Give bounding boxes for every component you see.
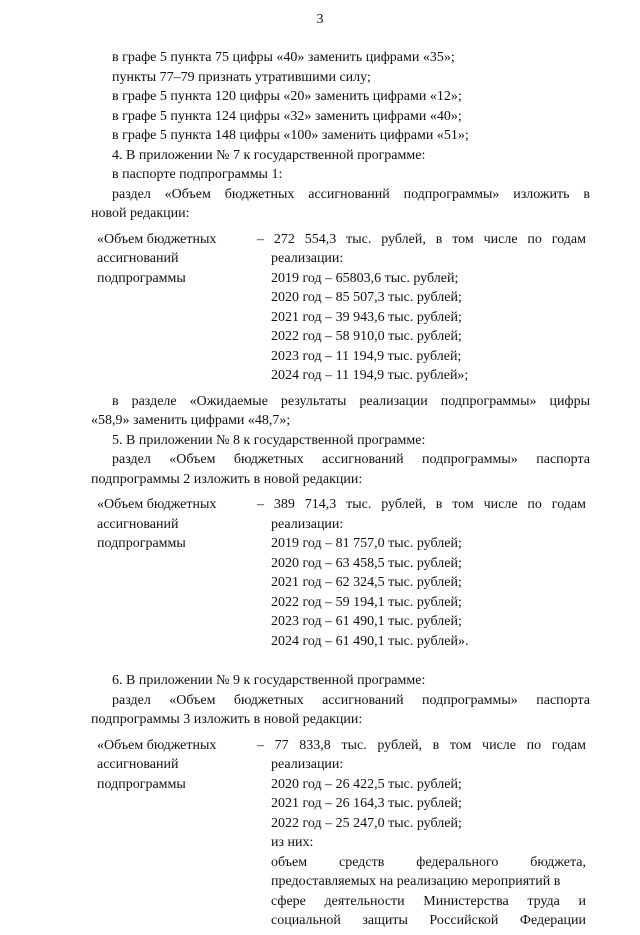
section-6-title: 6. В приложении № 9 к государственной программе:	[112, 673, 426, 688]
label-line: подпрограммы	[97, 536, 186, 551]
label-line: «Объем бюджетных	[97, 497, 217, 512]
value-line: объем средств федерального бюджета,	[271, 854, 586, 870]
section-5-line-2: подпрограммы 2 изложить в новой редакции:	[91, 471, 363, 487]
section-5-title: 5. В приложении № 8 к государственной программе:	[112, 432, 426, 448]
section-4-title: 4. В приложении № 7 к государственной программе:	[112, 147, 426, 163]
value-line: 2020 год – 26 422,5 тыс. рублей;	[271, 776, 462, 792]
passport-2-table	[91, 495, 590, 651]
expected-line-1: в разделе «Ожидаемые результаты реализации подпрограммы» цифры	[112, 393, 590, 409]
value-line: из них:	[271, 835, 314, 850]
section-5-line-1: раздел «Объем бюджетных ассигнований подпрограммы» паспорта	[112, 452, 590, 467]
value-line: 2020 год – 85 507,3 тыс. рублей;	[271, 290, 462, 305]
label-line: подпрограммы	[97, 776, 186, 792]
para4-line-2: новой редакции:	[91, 206, 190, 221]
passport-1-label	[91, 230, 257, 386]
label-line: «Объем бюджетных	[97, 737, 217, 753]
value-line: 2019 год – 81 757,0 тыс. рублей;	[271, 536, 462, 551]
label-line: ассигнований	[97, 757, 179, 772]
passport-2-value	[257, 495, 590, 651]
amend-line-2: пункты 77–79 признать утратившими силу;	[112, 69, 371, 85]
value-line: 2024 год – 11 194,9 тыс. рублей»;	[271, 368, 469, 383]
amend-line-3: в графе 5 пункта 120 цифры «20» заменить цифрами «12»;	[112, 89, 462, 104]
value-total: – 77 833,8 тыс. рублей, в том числе по годам	[257, 737, 586, 753]
section-6-line-1: раздел «Объем бюджетных ассигнований подпрограммы» паспорта	[112, 692, 590, 708]
value-line: 2023 год – 61 490,1 тыс. рублей;	[271, 614, 462, 629]
value-line: 2022 год – 58 910,0 тыс. рублей;	[271, 329, 462, 344]
value-line: социальной защиты Российской Федерации	[271, 913, 586, 928]
value-line: сфере деятельности Министерства труда и	[271, 893, 586, 909]
page-number: 3	[316, 12, 324, 27]
passport-1-table	[91, 230, 590, 386]
value-line: 2021 год – 62 324,5 тыс. рублей;	[271, 575, 462, 590]
value-line: реализации:	[271, 516, 344, 532]
value-line: 2019 год – 65803,6 тыс. рублей;	[271, 270, 459, 286]
label-line: ассигнований	[97, 516, 179, 532]
passport-3-table	[91, 736, 590, 931]
value-line: реализации:	[271, 757, 344, 772]
section-6-line-2: подпрограммы 3 изложить в новой редакции:	[91, 712, 363, 727]
value-line: 2023 год – 11 194,9 тыс. рублей;	[271, 348, 462, 364]
value-line: 2021 год – 39 943,6 тыс. рублей;	[271, 309, 462, 325]
value-total: – 389 714,3 тыс. рублей, в том числе по годам	[257, 497, 586, 512]
label-line: подпрограммы	[97, 270, 186, 286]
amend-line-5: в графе 5 пункта 148 цифры «100» заменить цифрами «51»;	[112, 128, 469, 143]
value-line: реализации:	[271, 251, 344, 266]
amend-line-4: в графе 5 пункта 124 цифры «32» заменить цифрами «40»;	[112, 108, 462, 124]
document-body	[91, 48, 590, 935]
passport-3-label	[91, 736, 257, 931]
passport-2-label	[91, 495, 257, 651]
value-line: 2022 год – 25 247,0 тыс. рублей;	[271, 815, 462, 831]
amend-line-1: в графе 5 пункта 75 цифры «40» заменить цифрами «35»;	[112, 50, 455, 65]
value-line: 2022 год – 59 194,1 тыс. рублей;	[271, 594, 462, 610]
label-line: «Объем бюджетных	[97, 231, 217, 247]
expected-line-2: «58,9» заменить цифрами «48,7»;	[91, 413, 291, 428]
value-total: – 272 554,3 тыс. рублей, в том числе по годам	[257, 231, 586, 247]
passport-1-value	[257, 230, 590, 386]
value-line: 2020 год – 63 458,5 тыс. рублей;	[271, 555, 462, 571]
label-line: ассигнований	[97, 251, 179, 266]
value-line: 2021 год – 26 164,3 тыс. рублей;	[271, 796, 462, 811]
passport-3-value	[257, 736, 590, 931]
para4-line-1: раздел «Объем бюджетных ассигнований подпрограммы» изложить в	[112, 186, 590, 202]
value-line: 2024 год – 61 490,1 тыс. рублей».	[271, 633, 469, 649]
passport-1-intro: в паспорте подпрограммы 1:	[112, 167, 283, 182]
value-line: предоставляемых на реализацию мероприятий в	[271, 874, 561, 889]
